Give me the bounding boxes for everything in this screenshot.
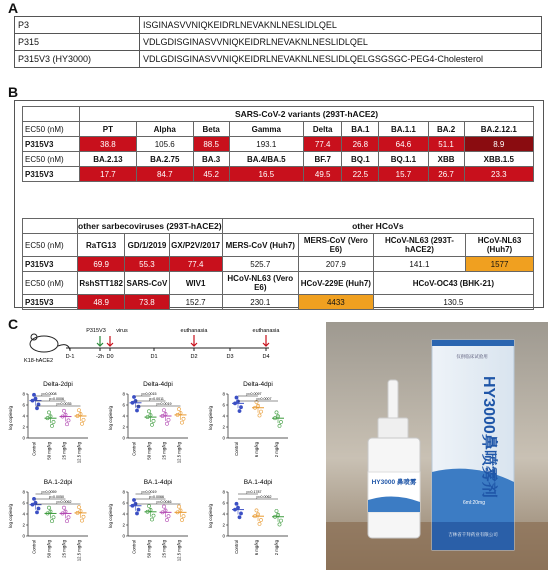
data-point bbox=[80, 519, 83, 522]
bottle-label: HY3000 鼻喷雾 bbox=[371, 479, 417, 486]
mouse-tail bbox=[58, 345, 70, 350]
x-tick-label: 6 mg/kg bbox=[254, 442, 259, 458]
ec50-value: 23.3 bbox=[464, 167, 533, 182]
euthanasia-label: euthanasia bbox=[252, 328, 280, 334]
data-point bbox=[35, 407, 38, 410]
table-row bbox=[23, 295, 534, 310]
timeline-diagram bbox=[4, 322, 310, 378]
variant-name: BA.1.1 bbox=[379, 122, 428, 137]
mouse-study-panel bbox=[4, 322, 310, 572]
ec50-value: 64.6 bbox=[379, 137, 428, 152]
ec50-value: 69.9 bbox=[78, 257, 125, 272]
y-tick-label: 0 bbox=[22, 435, 25, 441]
chart-title: BA.1-4dpi bbox=[243, 479, 273, 486]
data-point bbox=[31, 503, 34, 506]
ec50-value: 51.1 bbox=[428, 137, 464, 152]
data-point bbox=[150, 518, 153, 521]
box-title: HY3000鼻喷雾剂 bbox=[480, 376, 497, 498]
y-tick-label: 8 bbox=[122, 391, 125, 397]
data-point bbox=[82, 515, 85, 518]
ec50-label: EC50 (nM) bbox=[23, 152, 80, 167]
x-tick-label: 25 mg/kg bbox=[61, 540, 67, 558]
x-tick-label: 25 mg/kg bbox=[161, 442, 167, 460]
ec50-label: EC50 (nM) bbox=[23, 272, 78, 295]
x-tick-label: 50 mg/kg bbox=[146, 442, 152, 460]
chart-ylabel: log copies/g bbox=[108, 405, 113, 431]
x-tick-label: Control bbox=[234, 540, 239, 554]
ec50-value: 130.5 bbox=[373, 295, 533, 310]
blank-cell bbox=[23, 107, 80, 122]
y-tick-label: 2 bbox=[222, 522, 225, 528]
p-value: p=0.0066 bbox=[148, 495, 165, 500]
mouse-icon bbox=[30, 336, 58, 352]
x-tick-label: 50 mg/kg bbox=[46, 442, 52, 460]
euthanasia-label: euthanasia bbox=[180, 328, 208, 334]
hcov-title: other HCoVs bbox=[222, 219, 533, 234]
data-point bbox=[37, 403, 40, 406]
ec50-value: 230.1 bbox=[222, 295, 298, 310]
data-point bbox=[31, 399, 34, 402]
variant-name: BQ.1 bbox=[342, 152, 379, 167]
ec50-value: 88.5 bbox=[193, 137, 229, 152]
chart-title: Delta-4dpi bbox=[143, 381, 173, 388]
data-point bbox=[82, 418, 85, 421]
virus-name: GD/1/2019 bbox=[125, 234, 169, 257]
ec50-value: 105.6 bbox=[136, 137, 193, 152]
ec50-value: 1577 bbox=[466, 257, 534, 272]
virus-label: virus bbox=[116, 328, 128, 334]
x-tick-label: 2 mg/kg bbox=[274, 442, 279, 458]
y-tick-label: 4 bbox=[22, 413, 25, 419]
variant-name: BA.2 bbox=[428, 122, 464, 137]
y-tick-label: 6 bbox=[122, 500, 125, 506]
y-tick-label: 0 bbox=[222, 533, 225, 539]
x-tick-label: Control bbox=[234, 442, 239, 456]
timeline-tick-label: D-1 bbox=[65, 354, 75, 360]
p-value: p=0.0007 bbox=[256, 397, 272, 402]
ec50-value: 45.2 bbox=[193, 167, 229, 182]
data-point bbox=[77, 506, 80, 509]
y-tick-label: 4 bbox=[122, 511, 125, 517]
data-point bbox=[180, 518, 183, 521]
data-point bbox=[152, 419, 155, 422]
data-point bbox=[50, 424, 53, 427]
variant-name: BA.2.75 bbox=[136, 152, 193, 167]
other-viruses-table bbox=[22, 218, 534, 310]
data-point bbox=[236, 506, 239, 509]
ec50-value: 84.7 bbox=[136, 167, 193, 182]
ec50-value: 8.9 bbox=[464, 137, 533, 152]
y-tick-label: 6 bbox=[22, 500, 25, 506]
variant-name: BA.1 bbox=[342, 122, 379, 137]
compound-label: P315V3 bbox=[23, 137, 80, 152]
p-value: p=0.1787 bbox=[246, 490, 262, 495]
chart-title: BA.1-4dpi bbox=[143, 479, 173, 486]
y-tick-label: 0 bbox=[222, 435, 225, 441]
chart-ylabel: log copies/g bbox=[108, 503, 113, 529]
euthanasia-arrow bbox=[191, 335, 197, 346]
x-tick-label: 50 mg/kg bbox=[46, 540, 52, 558]
y-tick-label: 8 bbox=[22, 391, 25, 397]
panel-label-c: C bbox=[8, 316, 19, 332]
x-tick-label: 2 mg/kg bbox=[274, 540, 279, 556]
p-value: p=0.0059 bbox=[41, 490, 57, 495]
x-tick-label: 12.5 mg/kg bbox=[76, 540, 82, 562]
data-point bbox=[67, 516, 70, 519]
ec50-value: 73.8 bbox=[125, 295, 169, 310]
data-point bbox=[132, 395, 135, 398]
virus-name: HCoV-NL63 (Huh7) bbox=[466, 234, 534, 257]
data-point bbox=[47, 411, 50, 414]
chart-ylabel: log copies/g bbox=[8, 405, 13, 431]
y-tick-label: 6 bbox=[222, 402, 225, 408]
ec50-value: 55.3 bbox=[125, 257, 169, 272]
y-tick-label: 6 bbox=[222, 500, 225, 506]
virus-name: HCoV-NL63 (Vero E6) bbox=[222, 272, 298, 295]
euthanasia-arrow bbox=[263, 335, 269, 346]
peptide-sequence-table bbox=[14, 16, 542, 68]
timeline-tick-label: D4 bbox=[262, 354, 270, 360]
ec50-value: 38.8 bbox=[80, 137, 137, 152]
y-tick-label: 4 bbox=[22, 511, 25, 517]
y-tick-label: 0 bbox=[122, 435, 125, 441]
x-tick-label: Control bbox=[131, 442, 137, 456]
data-point bbox=[137, 405, 140, 408]
y-tick-label: 6 bbox=[22, 402, 25, 408]
x-tick-label: 6 mg/kg bbox=[254, 540, 259, 556]
panel-label-b: B bbox=[8, 84, 19, 100]
virus-name: MERS-CoV (Vero E6) bbox=[298, 234, 373, 257]
table-row bbox=[15, 51, 542, 68]
virus-name: RaTG13 bbox=[78, 234, 125, 257]
p-value: p=0.0015 bbox=[141, 392, 157, 397]
data-point bbox=[279, 420, 282, 423]
data-point bbox=[135, 409, 138, 412]
x-tick-label: 25 mg/kg bbox=[161, 540, 167, 558]
ec50-value: 152.7 bbox=[169, 295, 222, 310]
variant-name: Beta bbox=[193, 122, 229, 137]
table-row bbox=[23, 234, 534, 257]
p-value: p=0.0019 bbox=[141, 490, 157, 495]
p-value: p=0.0062 bbox=[256, 495, 272, 500]
timeline-tick-label: D2 bbox=[190, 354, 198, 360]
data-point bbox=[239, 406, 242, 409]
data-point bbox=[239, 512, 242, 515]
data-point bbox=[131, 504, 134, 507]
table-row bbox=[15, 17, 542, 34]
y-tick-label: 2 bbox=[122, 522, 125, 528]
variant-name: BA.2.13 bbox=[80, 152, 137, 167]
virus-name: RshSTT182 bbox=[78, 272, 125, 295]
peptide-name: P3 bbox=[15, 17, 140, 34]
box-company: 吉林省千拜药业有限公司 bbox=[448, 532, 498, 537]
panel-label-a: A bbox=[8, 0, 19, 16]
y-tick-label: 8 bbox=[222, 391, 225, 397]
p-value: p=0.0062 bbox=[56, 500, 72, 505]
chart-title: Delta-2dpi bbox=[43, 381, 73, 388]
table-row bbox=[23, 137, 534, 152]
product-photo bbox=[326, 322, 548, 570]
x-tick-label: Control bbox=[31, 540, 37, 554]
variant-name: BA.3 bbox=[193, 152, 229, 167]
data-point bbox=[258, 522, 261, 525]
data-point bbox=[52, 420, 55, 423]
compound-label: P315V3 bbox=[23, 257, 78, 272]
variant-name: BF.7 bbox=[303, 152, 341, 167]
data-point bbox=[182, 417, 185, 420]
table-row bbox=[23, 152, 534, 167]
peptide-seq: VDLGDISGINASVVNIQKEIDRLNEVAKNLNESLIDLQELGSGSGC-PEG4-Cholesterol bbox=[140, 51, 542, 68]
y-tick-label: 4 bbox=[122, 413, 125, 419]
timeline-tick-label: D3 bbox=[226, 354, 234, 360]
ec50-value: 207.9 bbox=[298, 257, 373, 272]
y-tick-label: 6 bbox=[122, 402, 125, 408]
data-point bbox=[235, 396, 238, 399]
box-topline: 仅供临床试验用 bbox=[456, 354, 488, 359]
compound-label: P315V3 bbox=[23, 295, 78, 310]
data-point bbox=[150, 423, 153, 426]
data-point bbox=[77, 409, 80, 412]
y-tick-label: 2 bbox=[222, 424, 225, 430]
variant-name: XBB bbox=[428, 152, 464, 167]
table-row bbox=[15, 34, 542, 51]
product-illustration bbox=[326, 322, 548, 570]
data-point bbox=[162, 409, 165, 412]
p-value: p=0.0035 bbox=[56, 402, 72, 407]
data-point bbox=[165, 422, 168, 425]
ec50-value: 26.7 bbox=[428, 167, 464, 182]
x-tick-label: 12.5 mg/kg bbox=[176, 442, 182, 464]
data-point bbox=[137, 508, 140, 511]
y-tick-label: 2 bbox=[22, 424, 25, 430]
data-point bbox=[52, 516, 55, 519]
data-point bbox=[50, 520, 53, 523]
data-point bbox=[182, 515, 185, 518]
data-point bbox=[238, 409, 241, 412]
variants-title: SARS-CoV-2 variants (293T-hACE2) bbox=[80, 107, 534, 122]
ec50-value: 77.4 bbox=[169, 257, 222, 272]
mouse-label: K18-hACE2 bbox=[24, 358, 54, 364]
table-row bbox=[23, 107, 534, 122]
data-point bbox=[152, 514, 155, 517]
data-point bbox=[279, 519, 282, 522]
data-point bbox=[255, 509, 258, 512]
ec50-value: 16.5 bbox=[229, 167, 303, 182]
ec50-value: 22.5 bbox=[342, 167, 379, 182]
data-point bbox=[147, 504, 150, 507]
variant-name: BQ.1.1 bbox=[379, 152, 428, 167]
data-point bbox=[80, 422, 83, 425]
p-value: p=0.0019 bbox=[156, 402, 172, 407]
product-box bbox=[432, 340, 514, 550]
virus-name: WIV1 bbox=[169, 272, 222, 295]
ec50-value: 49.5 bbox=[303, 167, 341, 182]
y-tick-label: 8 bbox=[22, 489, 25, 495]
data-point bbox=[275, 509, 278, 512]
timeline-tick-label: D0 bbox=[106, 354, 114, 360]
data-point bbox=[167, 418, 170, 421]
data-point bbox=[278, 523, 281, 526]
virus-name: HCoV-OC43 (BHK-21) bbox=[373, 272, 533, 295]
ec50-value: 15.7 bbox=[379, 167, 428, 182]
data-point bbox=[67, 419, 70, 422]
y-tick-label: 0 bbox=[22, 533, 25, 539]
data-point bbox=[235, 502, 238, 505]
table-row bbox=[23, 167, 534, 182]
viral-load-charts bbox=[4, 376, 310, 572]
p-value: p=0.0008 bbox=[41, 392, 57, 397]
peptide-seq: VDLGDISGINASVVNIQKEIDRLNEVAKNLNESLIDLQEL bbox=[140, 34, 542, 51]
data-point bbox=[32, 497, 35, 500]
data-point bbox=[135, 512, 138, 515]
x-tick-label: 25 mg/kg bbox=[61, 442, 67, 460]
virus-name: HCoV-229E (Huh7) bbox=[298, 272, 373, 295]
data-point bbox=[275, 411, 278, 414]
data-point bbox=[37, 507, 40, 510]
variant-name: Gamma bbox=[229, 122, 303, 137]
data-point bbox=[165, 518, 168, 521]
virus-arrow bbox=[107, 336, 113, 346]
y-tick-label: 4 bbox=[222, 511, 225, 517]
data-point bbox=[177, 408, 180, 411]
ec50-label: EC50 (nM) bbox=[23, 234, 78, 257]
virus-name: HCoV-NL63 (293T-hACE2) bbox=[373, 234, 465, 257]
blank-cell bbox=[23, 219, 78, 234]
y-tick-label: 4 bbox=[222, 413, 225, 419]
drug-label: P315V3 bbox=[86, 328, 106, 334]
peptide-seq: ISGINASVVNIQKEIDRLNEVAKNLNESLIDLQEL bbox=[140, 17, 542, 34]
ec50-value: 525.7 bbox=[222, 257, 298, 272]
variant-name: Alpha bbox=[136, 122, 193, 137]
peptide-name: P315 bbox=[15, 34, 140, 51]
p-value: p=0.0097 bbox=[246, 392, 262, 397]
data-point bbox=[177, 505, 180, 508]
data-point bbox=[162, 505, 165, 508]
ec50-value: 48.9 bbox=[78, 295, 125, 310]
data-point bbox=[259, 410, 262, 413]
variant-name: XBB.1.5 bbox=[464, 152, 533, 167]
table-row bbox=[23, 219, 534, 234]
data-point bbox=[238, 516, 241, 519]
virus-name: GX/P2V/2017 bbox=[169, 234, 222, 257]
ec50-value: 4433 bbox=[298, 295, 373, 310]
box-spec: 6ml:20mg bbox=[463, 500, 485, 506]
data-point bbox=[147, 410, 150, 413]
data-point bbox=[62, 506, 65, 509]
x-tick-label: 12.5 mg/kg bbox=[76, 442, 82, 464]
p-value: p=0.0050 bbox=[48, 495, 65, 500]
chart-title: BA.1-2dpi bbox=[43, 479, 73, 486]
x-tick-label: 12.5 mg/kg bbox=[176, 540, 182, 562]
variant-name: BA.2.12.1 bbox=[464, 122, 533, 137]
timeline-tick-label: -2h bbox=[96, 354, 104, 360]
peptide-name: P315V3 (HY3000) bbox=[15, 51, 140, 68]
data-point bbox=[258, 414, 261, 417]
data-point bbox=[236, 400, 239, 403]
chart-ylabel: log copies/g bbox=[8, 503, 13, 529]
x-tick-label: Control bbox=[131, 540, 137, 554]
variants-table bbox=[22, 106, 534, 182]
x-tick-label: 50 mg/kg bbox=[146, 540, 152, 558]
table-row bbox=[23, 122, 534, 137]
x-tick-label: Control bbox=[31, 442, 37, 456]
data-point bbox=[233, 508, 236, 511]
data-point bbox=[180, 421, 183, 424]
chart-ylabel: log copies/g bbox=[208, 503, 213, 529]
y-tick-label: 8 bbox=[222, 489, 225, 495]
data-point bbox=[47, 506, 50, 509]
data-point bbox=[65, 423, 68, 426]
table-row bbox=[23, 257, 534, 272]
sarbeco-title: other sarbecoviruses (293T-hACE2) bbox=[78, 219, 223, 234]
ec50-value: 26.8 bbox=[342, 137, 379, 152]
compound-label: P315V3 bbox=[23, 167, 80, 182]
ec50-value: 193.1 bbox=[229, 137, 303, 152]
ec50-value: 141.1 bbox=[373, 257, 465, 272]
data-point bbox=[132, 498, 135, 501]
p-value: p=0.0046 bbox=[156, 500, 172, 505]
data-point bbox=[32, 393, 35, 396]
variant-name: Delta bbox=[303, 122, 341, 137]
y-tick-label: 0 bbox=[122, 533, 125, 539]
y-tick-label: 2 bbox=[22, 522, 25, 528]
y-tick-label: 8 bbox=[122, 489, 125, 495]
timeline-tick-label: D1 bbox=[150, 354, 158, 360]
chart-title: Delta-4dpi bbox=[243, 381, 273, 388]
data-point bbox=[259, 518, 262, 521]
data-point bbox=[278, 424, 281, 427]
table-row bbox=[23, 272, 534, 295]
ec50-value: 77.4 bbox=[303, 137, 341, 152]
virus-name: SARS-CoV bbox=[125, 272, 169, 295]
data-point bbox=[34, 397, 37, 400]
ec50-value: 17.7 bbox=[80, 167, 137, 182]
data-point bbox=[35, 511, 38, 514]
data-point bbox=[167, 515, 170, 518]
virus-name: MERS-CoV (Huh7) bbox=[222, 234, 298, 257]
drug-arrow bbox=[97, 336, 103, 346]
data-point bbox=[233, 402, 236, 405]
p-value: p=0.0011 bbox=[149, 397, 164, 402]
ec50-label: EC50 (nM) bbox=[23, 122, 80, 137]
chart-ylabel: log copies/g bbox=[208, 405, 213, 431]
data-point bbox=[131, 401, 134, 404]
variant-name: BA.4/BA.5 bbox=[229, 152, 303, 167]
variant-name: PT bbox=[80, 122, 137, 137]
data-point bbox=[65, 520, 68, 523]
p-value: p=0.0006 bbox=[48, 397, 65, 402]
y-tick-label: 2 bbox=[122, 424, 125, 430]
data-point bbox=[62, 409, 65, 412]
